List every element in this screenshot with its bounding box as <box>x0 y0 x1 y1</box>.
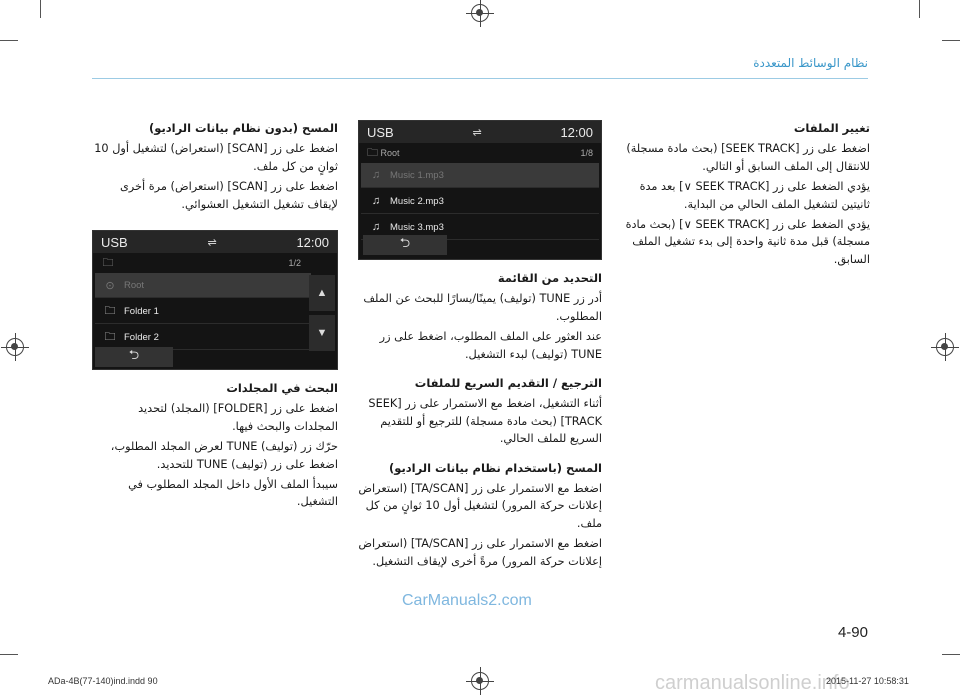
scroll-arrows <box>309 275 335 355</box>
paragraph: حرّك زر (تولیف) TUNE لعرض المجلد المطلوب، اضغط على زر (تولیف) TUNE للتحديد. <box>110 440 338 471</box>
clock: 12:00 <box>560 124 593 140</box>
folder-path <box>367 144 400 163</box>
crop-mark <box>919 0 920 18</box>
paragraph: اضغط مع الاستمرار على زر [TA/SCAN] (استعراض إعلانات حركة المرور) لتشغيل أول 10 ثوانٍ من كل ملف. <box>358 482 602 530</box>
list-item-label: Music 2.mp3 <box>390 195 444 207</box>
section-heading: تغيير الملفات <box>793 121 870 135</box>
folder-icon: 🗀 <box>104 330 116 343</box>
header-rule <box>92 78 868 79</box>
right-column <box>622 120 870 271</box>
folder-icon: 🗀 <box>104 304 116 317</box>
list-item[interactable] <box>361 189 599 214</box>
music-note-icon: ♫ <box>371 169 381 181</box>
running-head: نظام الوسائط المتعددة <box>753 56 868 70</box>
list-item[interactable] <box>95 273 311 298</box>
page-indicator: 1/2 <box>288 258 301 268</box>
scroll-up-button[interactable]: ▲ <box>309 275 335 311</box>
usb-icon: ⇌ <box>207 236 217 249</box>
list-item-label: Root <box>124 279 145 291</box>
paragraph: اضغط مع الاستمرار على زر [TA/SCAN] (استعراض إعلانات حركة المرور) مرةً أخرى لإيقاف التشغيل. <box>358 537 602 568</box>
crop-mark <box>40 0 41 18</box>
registration-mark-icon <box>471 4 489 22</box>
section-heading: الترجيع / التقديم السريع للملفات <box>414 376 602 391</box>
paragraph: يؤدي الضغط على زر [SEEK TRACK ∨] بعد مدة ثانيتين لتشغيل الملف الحالي من البداية. <box>639 180 870 211</box>
section-heading: التحديد من القائمة <box>497 271 602 285</box>
screen-header <box>93 231 337 253</box>
crop-mark <box>0 654 18 655</box>
print-slug-file: ADa-4B(77-140)ind.indd 90 <box>48 676 158 686</box>
paragraph: اضغط على زر [FOLDER] (المجلد) لتحديد المجلدات والبحث فيها. <box>138 402 338 433</box>
folder-icon: 🗀 <box>102 256 114 269</box>
paragraph: اضغط على زر [SCAN] (استعراض) لتشغيل أول 10 ثوانٍ من كل ملف. <box>94 142 338 173</box>
crop-mark <box>942 654 960 655</box>
crop-mark <box>942 40 960 41</box>
music-note-icon: ♫ <box>371 221 381 233</box>
folder-icon: 🗀 <box>367 146 378 159</box>
list-item[interactable] <box>361 163 599 188</box>
music-note-icon: ♫ <box>371 195 381 207</box>
list-item-label: Folder 2 <box>124 331 159 343</box>
screen-subheader <box>93 253 309 273</box>
usb-folder-screen <box>92 230 338 370</box>
list-item[interactable] <box>95 299 311 324</box>
paragraph: اضغط على زر [SEEK TRACK] (بحث مادة مسجلة) للانتقال إلى الملف السابق أو التالي. <box>626 142 870 173</box>
screen-title: USB <box>367 124 394 140</box>
play-icon: ⊙ <box>105 279 115 292</box>
paragraph: عند العثور على الملف المطلوب، اضغط على زر TUNE (تولیف) لبدء التشغيل. <box>379 330 602 361</box>
section-heading: المسح (باستخدام نظام بيانات الراديو) <box>388 460 602 475</box>
list-item-label: Music 1.mp3 <box>390 169 444 181</box>
list-item-label: Folder 1 <box>124 305 159 317</box>
left-column <box>92 120 338 216</box>
registration-mark-icon <box>936 338 954 356</box>
site-watermark: carmanualsonline.info <box>655 672 850 694</box>
clock: 12:00 <box>296 234 329 250</box>
paragraph: سيبدأ الملف الأول داخل المجلد المطلوب في التشغيل. <box>128 478 338 509</box>
page-number: 4-90 <box>837 624 868 641</box>
paragraph: يؤدي الضغط على زر [SEEK TRACK ∨] (بحث مادة مسجلة) قبل مدة ثانية واحدة إلى بدء تشغيل الملف السابق. <box>625 218 870 266</box>
page-indicator: 1/8 <box>580 148 593 158</box>
screen-subheader <box>359 143 601 163</box>
paragraph: اضغط على زر [SCAN] (استعراض) مرة أخرى لإيقاف تشغيل التشغيل العشوائي. <box>119 180 338 211</box>
section-heading: البحث في المجلدات <box>226 381 338 395</box>
registration-mark-icon <box>6 338 24 356</box>
watermark: CarManuals2.com <box>402 592 532 609</box>
paragraph: أثناء التشغيل، اضغط مع الاستمرار على زر [SEEK TRACK] (بحث مادة مسجلة) للترجيع أو للتقديم السريع للملف الحالي. <box>368 397 602 446</box>
screen-header <box>359 121 601 143</box>
left-column-lower <box>92 380 338 514</box>
section-heading: المسح (بدون نظام بيانات الراديو) <box>149 121 338 135</box>
list-item-label: Music 3.mp3 <box>390 221 444 233</box>
crop-mark <box>0 40 18 41</box>
usb-icon: ⇌ <box>472 126 482 139</box>
paragraph: أدر زر TUNE (تولیف) يمينًا/يسارًا للبحث عن الملف المطلوب. <box>363 292 602 323</box>
screen-title: USB <box>101 234 128 250</box>
usb-file-screen <box>358 120 602 260</box>
registration-mark-icon <box>471 672 489 690</box>
print-slug-date: 2015-11-27 10:58:31 <box>826 676 909 686</box>
middle-column <box>358 270 602 573</box>
back-button[interactable]: ⮌ <box>363 235 447 255</box>
scroll-down-button[interactable]: ▼ <box>309 315 335 351</box>
back-button[interactable]: ⮌ <box>95 347 173 367</box>
path-label: Root <box>380 147 400 158</box>
